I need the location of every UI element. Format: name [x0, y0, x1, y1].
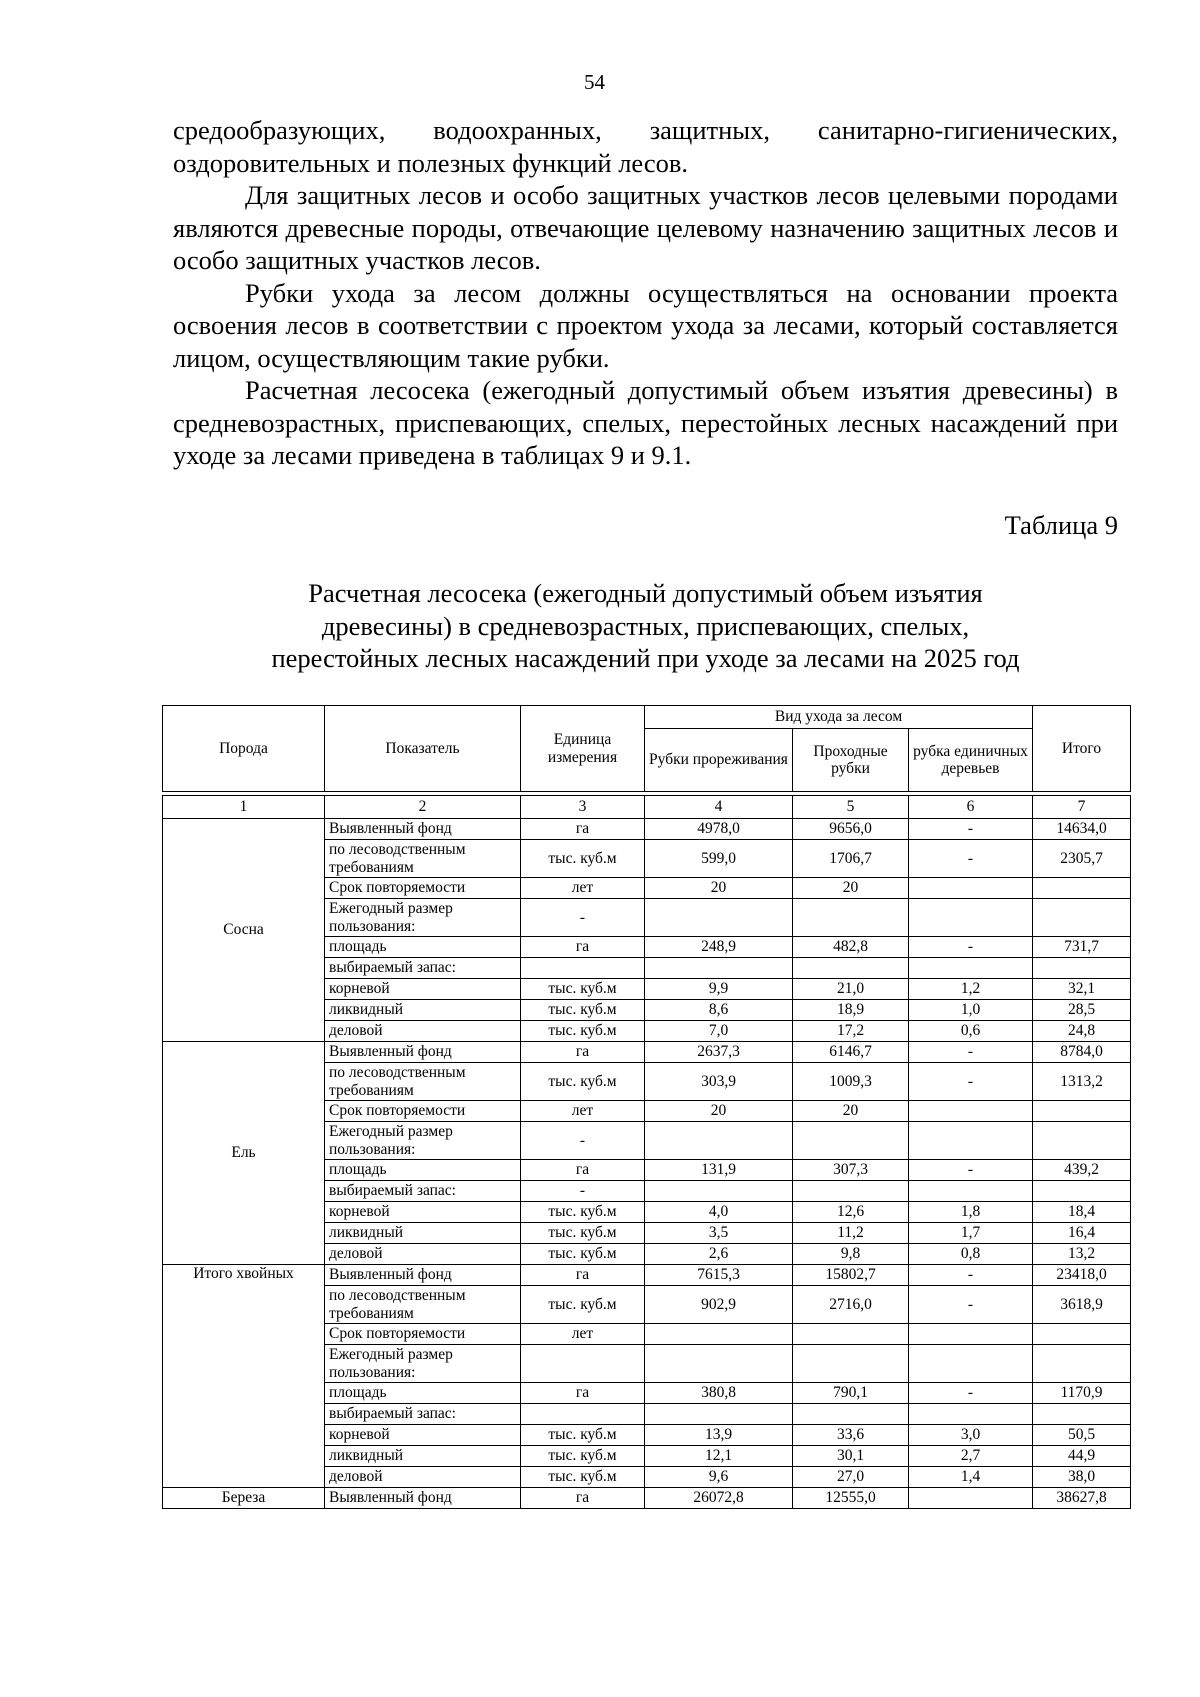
unit-cell	[521, 1404, 645, 1425]
paragraph: Расчетная лесосека (ежегодный допустимый объем изъятия древесины) в средневозрастных, приспевающих, спелых, перестойных лесных насаждений при уходе за лесами приведена в таблицах 9 и 9.1.	[173, 375, 1118, 470]
value-cell: 15802,7	[793, 1265, 909, 1286]
column-number: 2	[325, 796, 521, 819]
value-cell: 902,9	[645, 1286, 793, 1324]
value-cell: 1,7	[909, 1223, 1033, 1244]
indicator-cell: ликвидный	[325, 1223, 521, 1244]
value-cell	[909, 1101, 1033, 1122]
value-cell: 9,8	[793, 1244, 909, 1265]
indicator-cell: ликвидный	[325, 1446, 521, 1467]
table-title-line: Расчетная лесосека (ежегодный допустимый объем изъятия	[308, 578, 983, 608]
value-cell: -	[909, 840, 1033, 878]
indicator-cell: корневой	[325, 1425, 521, 1446]
value-cell	[645, 1324, 793, 1345]
page-number: 54	[584, 70, 605, 94]
value-cell	[645, 1181, 793, 1202]
table-container	[162, 705, 1130, 1509]
value-cell: 26072,8	[645, 1488, 793, 1509]
column-number: 6	[909, 796, 1033, 819]
value-cell: 12,1	[645, 1446, 793, 1467]
table-row	[163, 1488, 1131, 1509]
indicator-cell: по лесоводственным требованиям	[325, 1286, 521, 1324]
value-cell: 731,7	[1033, 937, 1131, 958]
header-pokazatel: Показатель	[325, 706, 521, 792]
poroda-cell: Ель	[163, 1042, 325, 1265]
value-cell: 1,4	[909, 1467, 1033, 1488]
value-cell: -	[909, 1383, 1033, 1404]
indicator-cell: корневой	[325, 979, 521, 1000]
value-cell	[793, 1324, 909, 1345]
value-cell	[1033, 878, 1131, 899]
value-cell	[1033, 958, 1131, 979]
unit-cell: тыс. куб.м	[521, 1286, 645, 1324]
unit-cell: га	[521, 1160, 645, 1181]
value-cell: 1009,3	[793, 1063, 909, 1101]
value-cell	[909, 1324, 1033, 1345]
value-cell: 12555,0	[793, 1488, 909, 1509]
unit-cell: тыс. куб.м	[521, 840, 645, 878]
value-cell	[793, 1181, 909, 1202]
value-cell: 38627,8	[1033, 1488, 1131, 1509]
value-cell	[1033, 1345, 1131, 1383]
unit-cell: -	[521, 1122, 645, 1160]
value-cell	[909, 1488, 1033, 1509]
value-cell: 44,9	[1033, 1446, 1131, 1467]
value-cell	[1033, 1181, 1131, 1202]
indicator-cell: выбираемый запас:	[325, 1404, 521, 1425]
unit-cell: га	[521, 1042, 645, 1063]
value-cell: 248,9	[645, 937, 793, 958]
indicator-cell: ликвидный	[325, 1000, 521, 1021]
paragraph: Рубки ухода за лесом должны осуществляться на основании проекта освоения лесов в соответствии с проектом ухода за лесами, который составляется лицом, осуществляющим такие рубки.	[173, 277, 1118, 373]
column-numbers-row	[163, 796, 1131, 819]
indicator-cell: деловой	[325, 1021, 521, 1042]
value-cell	[793, 958, 909, 979]
value-cell: 380,8	[645, 1383, 793, 1404]
value-cell: 20	[793, 878, 909, 899]
value-cell	[645, 1404, 793, 1425]
poroda-cell: Итого хвойных	[163, 1265, 325, 1488]
value-cell: 13,9	[645, 1425, 793, 1446]
unit-cell: тыс. куб.м	[521, 1202, 645, 1223]
indicator-cell: выбираемый запас:	[325, 958, 521, 979]
header-prohodnye-rubki: Проходные рубки	[793, 729, 909, 792]
unit-cell: лет	[521, 1101, 645, 1122]
value-cell	[909, 1404, 1033, 1425]
indicator-cell: деловой	[325, 1244, 521, 1265]
value-cell: 439,2	[1033, 1160, 1131, 1181]
value-cell	[1033, 1324, 1131, 1345]
value-cell: -	[909, 1063, 1033, 1101]
unit-cell: тыс. куб.м	[521, 1467, 645, 1488]
table-row	[163, 1042, 1131, 1063]
indicator-cell: Выявленный фонд	[325, 1042, 521, 1063]
value-cell: 6146,7	[793, 1042, 909, 1063]
value-cell: 2,7	[909, 1446, 1033, 1467]
value-cell: 2637,3	[645, 1042, 793, 1063]
value-cell: 7,0	[645, 1021, 793, 1042]
unit-cell: -	[521, 899, 645, 937]
value-cell	[909, 899, 1033, 937]
header-itogo: Итого	[1033, 706, 1131, 792]
unit-cell: га	[521, 1488, 645, 1509]
value-cell	[909, 958, 1033, 979]
value-cell	[909, 878, 1033, 899]
indicator-cell: Выявленный фонд	[325, 1265, 521, 1286]
value-cell: 30,1	[793, 1446, 909, 1467]
value-cell: 24,8	[1033, 1021, 1131, 1042]
poroda-cell: Береза	[163, 1488, 325, 1509]
indicator-cell: площадь	[325, 1160, 521, 1181]
value-cell: -	[909, 1160, 1033, 1181]
value-cell: 12,6	[793, 1202, 909, 1223]
value-cell: 20	[645, 878, 793, 899]
value-cell: 38,0	[1033, 1467, 1131, 1488]
unit-cell: тыс. куб.м	[521, 1446, 645, 1467]
value-cell	[645, 1122, 793, 1160]
indicator-cell: Ежегодный размер пользования:	[325, 1345, 521, 1383]
value-cell	[645, 958, 793, 979]
column-number: 1	[163, 796, 325, 819]
value-cell: 13,2	[1033, 1244, 1131, 1265]
value-cell: 7615,3	[645, 1265, 793, 1286]
allowable-cut-table	[162, 705, 1131, 1509]
value-cell: 3618,9	[1033, 1286, 1131, 1324]
table-row	[163, 819, 1131, 840]
value-cell: 0,6	[909, 1021, 1033, 1042]
value-cell: 32,1	[1033, 979, 1131, 1000]
header-vid-uhoda: Вид ухода за лесом	[645, 706, 1033, 729]
value-cell: 20	[793, 1101, 909, 1122]
value-cell: -	[909, 1042, 1033, 1063]
header-rubki-prorezhivaniya: Рубки прореживания	[645, 729, 793, 792]
table-body	[163, 792, 1131, 1509]
value-cell: 1,0	[909, 1000, 1033, 1021]
value-cell	[793, 1404, 909, 1425]
unit-cell: тыс. куб.м	[521, 1425, 645, 1446]
indicator-cell: по лесоводственным требованиям	[325, 1063, 521, 1101]
value-cell: -	[909, 819, 1033, 840]
value-cell: 9,6	[645, 1467, 793, 1488]
value-cell: 8,6	[645, 1000, 793, 1021]
table-label: Таблица 9	[1004, 510, 1118, 540]
value-cell: 16,4	[1033, 1223, 1131, 1244]
unit-cell: га	[521, 819, 645, 840]
value-cell: 27,0	[793, 1467, 909, 1488]
value-cell	[645, 1345, 793, 1383]
indicator-cell: площадь	[325, 1383, 521, 1404]
value-cell: 303,9	[645, 1063, 793, 1101]
unit-cell: лет	[521, 878, 645, 899]
value-cell: -	[909, 1265, 1033, 1286]
value-cell: 18,4	[1033, 1202, 1131, 1223]
indicator-cell: Срок повторяемости	[325, 1101, 521, 1122]
value-cell: 3,5	[645, 1223, 793, 1244]
indicator-cell: Ежегодный размер пользования:	[325, 1122, 521, 1160]
indicator-cell: Срок повторяемости	[325, 1324, 521, 1345]
indicator-cell: деловой	[325, 1467, 521, 1488]
value-cell	[1033, 1101, 1131, 1122]
column-number: 5	[793, 796, 909, 819]
value-cell: -	[909, 937, 1033, 958]
value-cell: 14634,0	[1033, 819, 1131, 840]
value-cell: 1,8	[909, 1202, 1033, 1223]
value-cell	[1033, 899, 1131, 937]
table-title-line: перестойных лесных насаждений при уходе за лесами на 2025 год	[271, 643, 1020, 673]
value-cell: 9,9	[645, 979, 793, 1000]
unit-cell	[521, 1345, 645, 1383]
unit-cell: га	[521, 1383, 645, 1404]
header-poroda: Порода	[163, 706, 325, 792]
paragraph: Для защитных лесов и особо защитных участков лесов целевыми породами являются древесные породы, отвечающие целевому назначению защитных лесов и особо защитных участков лесов.	[173, 180, 1118, 275]
value-cell: 0,8	[909, 1244, 1033, 1265]
unit-cell: га	[521, 1265, 645, 1286]
value-cell: 1313,2	[1033, 1063, 1131, 1101]
indicator-cell: площадь	[325, 937, 521, 958]
table-title	[173, 577, 1118, 675]
table-title-line: древесины) в средневозрастных, приспевающих, спелых,	[321, 610, 970, 641]
value-cell	[909, 1122, 1033, 1160]
unit-cell: га	[521, 937, 645, 958]
value-cell: 18,9	[793, 1000, 909, 1021]
value-cell	[793, 1345, 909, 1383]
header-edinichnyh-derevev: рубка единичных деревьев	[909, 729, 1033, 792]
value-cell: 21,0	[793, 979, 909, 1000]
value-cell	[1033, 1122, 1131, 1160]
value-cell: 1706,7	[793, 840, 909, 878]
value-cell: 17,2	[793, 1021, 909, 1042]
value-cell: 33,6	[793, 1425, 909, 1446]
value-cell: 11,2	[793, 1223, 909, 1244]
column-number: 4	[645, 796, 793, 819]
value-cell: 1170,9	[1033, 1383, 1131, 1404]
value-cell: 4978,0	[645, 819, 793, 840]
poroda-cell: Сосна	[163, 819, 325, 1042]
indicator-cell: по лесоводственным требованиям	[325, 840, 521, 878]
value-cell: 28,5	[1033, 1000, 1131, 1021]
indicator-cell: Выявленный фонд	[325, 1488, 521, 1509]
value-cell	[1033, 1404, 1131, 1425]
value-cell: 23418,0	[1033, 1265, 1131, 1286]
unit-cell: тыс. куб.м	[521, 1244, 645, 1265]
unit-cell	[521, 958, 645, 979]
indicator-cell: Ежегодный размер пользования:	[325, 899, 521, 937]
value-cell: 4,0	[645, 1202, 793, 1223]
value-cell: 8784,0	[1033, 1042, 1131, 1063]
unit-cell: лет	[521, 1324, 645, 1345]
unit-cell: -	[521, 1181, 645, 1202]
column-number: 7	[1033, 796, 1131, 819]
value-cell	[793, 1122, 909, 1160]
indicator-cell: Выявленный фонд	[325, 819, 521, 840]
indicator-cell: Срок повторяемости	[325, 878, 521, 899]
value-cell: 599,0	[645, 840, 793, 878]
value-cell	[645, 899, 793, 937]
value-cell: 20	[645, 1101, 793, 1122]
unit-cell: тыс. куб.м	[521, 1223, 645, 1244]
table-row	[163, 1265, 1131, 1286]
value-cell: 50,5	[1033, 1425, 1131, 1446]
value-cell: 482,8	[793, 937, 909, 958]
value-cell: -	[909, 1286, 1033, 1324]
header-edinica: Единица измерения	[521, 706, 645, 792]
indicator-cell: корневой	[325, 1202, 521, 1223]
value-cell: 790,1	[793, 1383, 909, 1404]
value-cell: 9656,0	[793, 819, 909, 840]
column-number: 3	[521, 796, 645, 819]
value-cell	[909, 1345, 1033, 1383]
unit-cell: тыс. куб.м	[521, 1063, 645, 1101]
paragraph: средообразующих, водоохранных, защитных, санитарно-гигиенических, оздоровительных и полезных функций лесов.	[173, 115, 1118, 178]
value-cell: 2716,0	[793, 1286, 909, 1324]
value-cell: 307,3	[793, 1160, 909, 1181]
value-cell: 3,0	[909, 1425, 1033, 1446]
unit-cell: тыс. куб.м	[521, 1000, 645, 1021]
unit-cell: тыс. куб.м	[521, 979, 645, 1000]
unit-cell: тыс. куб.м	[521, 1021, 645, 1042]
value-cell	[793, 899, 909, 937]
value-cell: 2305,7	[1033, 840, 1131, 878]
indicator-cell: выбираемый запас:	[325, 1181, 521, 1202]
body-text	[173, 114, 1118, 472]
value-cell	[909, 1181, 1033, 1202]
value-cell: 1,2	[909, 979, 1033, 1000]
value-cell: 2,6	[645, 1244, 793, 1265]
value-cell: 131,9	[645, 1160, 793, 1181]
